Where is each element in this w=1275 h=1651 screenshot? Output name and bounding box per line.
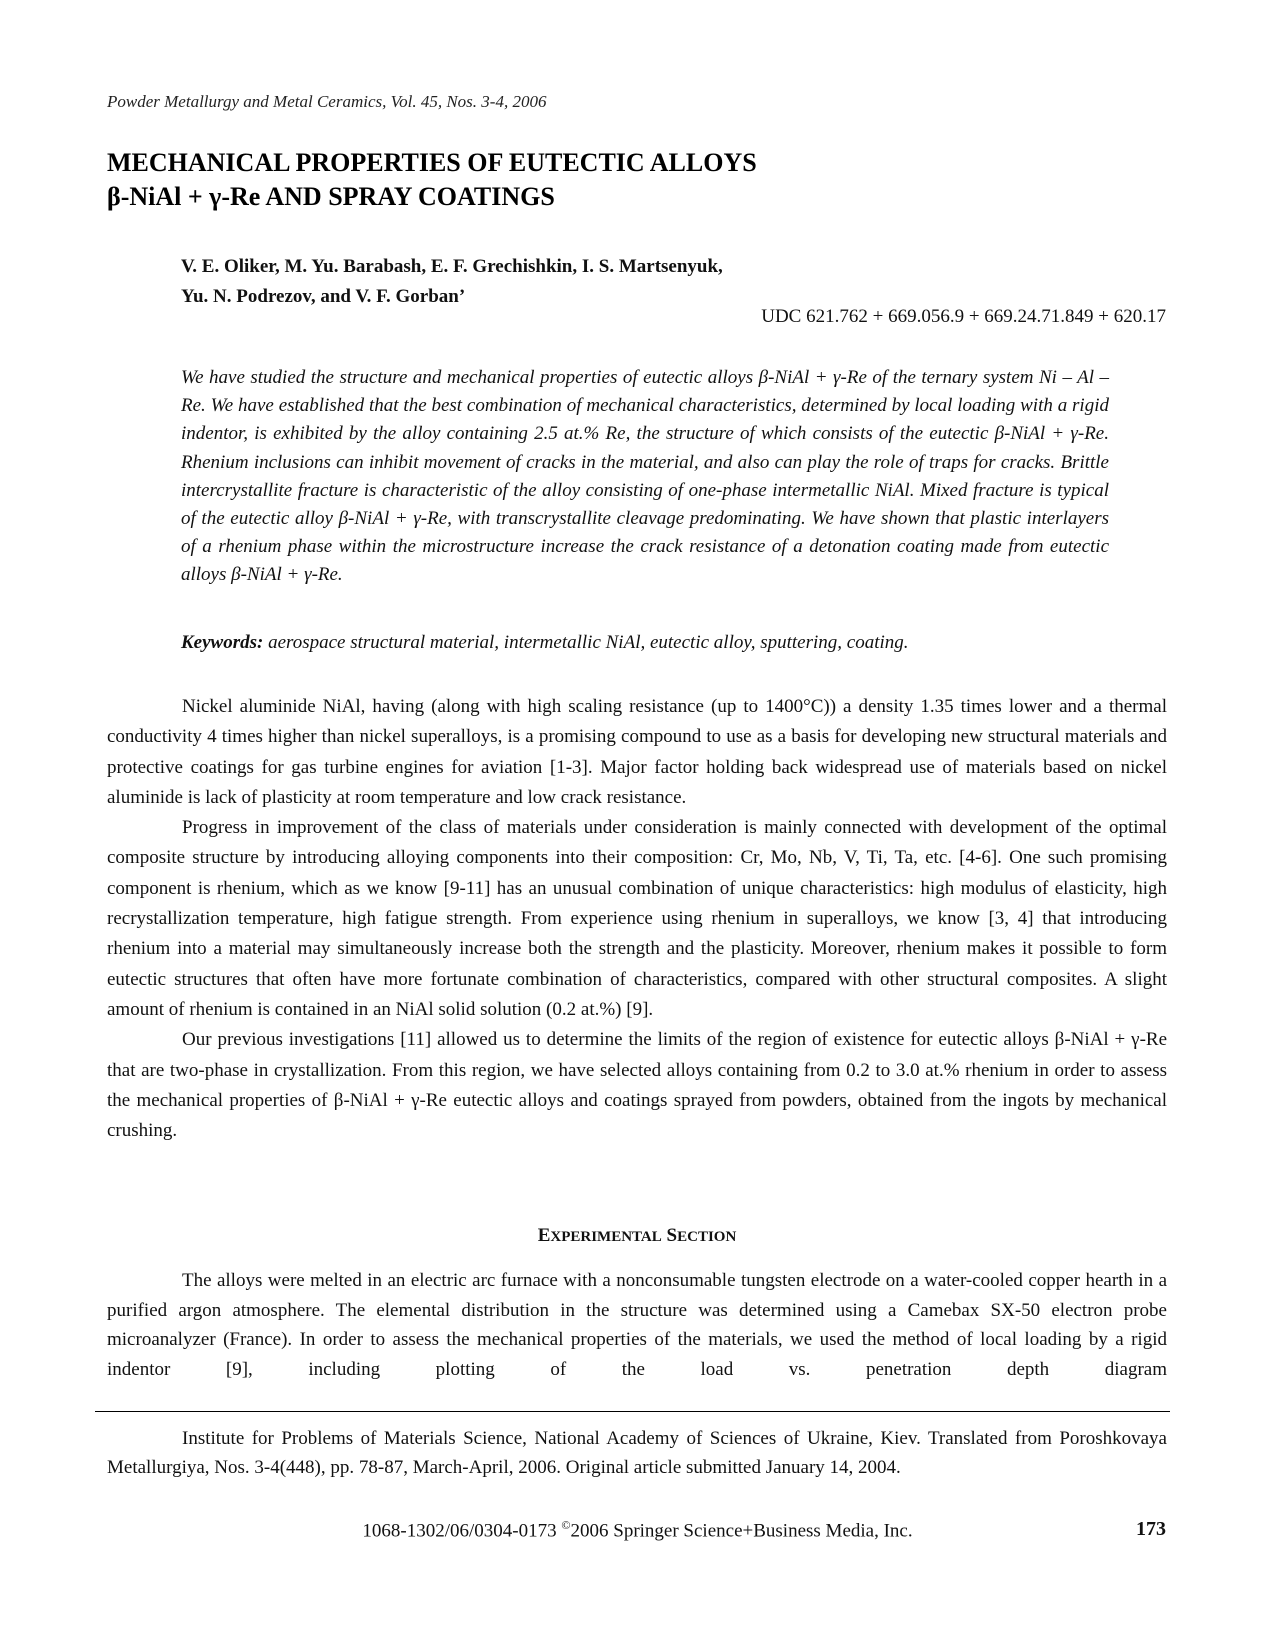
footer-copyright xyxy=(0,1518,1275,1542)
section-word2-initial: S xyxy=(666,1225,678,1246)
body-paragraph-1: Nickel aluminide NiAl, having (along with high scaling resistance (up to 1400°C)) a density 1.35 times lower and a thermal conductivity 4 times higher than nickel superalloys, is a promising compound to use as a basis for developing new structural materials and protective coatings for gas turbine engines for aviation [1-3]. Major factor holding back widespread use of materials based on nickel aluminide is lack of plasticity at room temperature and low crack resistance. xyxy=(107,696,1167,808)
keywords-label: Keywords: xyxy=(181,632,264,653)
title-line-2: β-NiAl + γ-Re AND SPRAY COATINGS xyxy=(107,182,555,211)
title-line-1: MECHANICAL PROPERTIES OF EUTECTIC ALLOYS xyxy=(107,148,757,177)
footer-code: 1068-1302/06/0304-0173 xyxy=(362,1520,557,1542)
experimental-paragraph: The alloys were melted in an electric arc furnace with a nonconsumable tungsten electrode on a water-cooled copper hearth in a purified argon atmosphere. The elemental distribution in the structure was determined using a Camebax SX-50 electron probe microanalyzer (France). In order to assess the mechanical properties of the materials, we used the method of local loading by a rigid indentor [9], including plotting of the load vs. penetration depth diagram xyxy=(107,1270,1167,1380)
footnote-text: Institute for Problems of Materials Science, National Academy of Sciences of Ukraine, Kiev. Translated from Poroshkovaya Metallurgiya, Nos. 3-4(448), pp. 78-87, March-April, 2006. Original article submitted January 14, 2004. xyxy=(107,1428,1167,1478)
journal-header: Powder Metallurgy and Metal Ceramics, Vol. 45, Nos. 3-4, 2006 xyxy=(107,92,547,111)
author-list xyxy=(181,252,1161,312)
footnote-divider xyxy=(95,1411,1170,1412)
introduction-body xyxy=(107,692,1167,1146)
body-paragraph-3: Our previous investigations [11] allowed us to determine the limits of the region of existence for eutectic alloys β-NiAl + γ-Re that are two-phase in crystallization. From this region, we have selected alloys containing from 0.2 to 3.0 at.% rhenium in order to assess the mechanical properties of β-NiAl + γ-Re eutectic alloys and coatings sprayed from powders, obtained from the ingots by mechanical crushing. xyxy=(107,1029,1167,1142)
section-word1-initial: E xyxy=(537,1225,551,1246)
authors-line-2: Yu. N. Podrezov, and V. F. Gorban’ xyxy=(181,286,466,307)
keywords xyxy=(181,629,1109,657)
page-number: 173 xyxy=(1136,1518,1166,1540)
copyright-symbol: © xyxy=(561,1518,571,1532)
footer-publisher: 2006 Springer Science+Business Media, Inc. xyxy=(570,1520,913,1542)
authors-line-1: V. E. Oliker, M. Yu. Barabash, E. F. Grechishkin, I. S. Martsenyuk, xyxy=(181,256,723,277)
experimental-body xyxy=(107,1266,1167,1384)
affiliation-footnote xyxy=(107,1424,1167,1482)
article-title xyxy=(107,146,1167,214)
udc-code: UDC 621.762 + 669.056.9 + 669.24.71.849 + 620.17 xyxy=(761,306,1166,327)
abstract: We have studied the structure and mechanical properties of eutectic alloys β-NiAl + γ-Re of the ternary system Ni – Al – Re. We have established that the best combination of mechanical characteristics, determined by local loading with a rigid indentor, is exhibited by the alloy containing 2.5 at.% Re, the structure of which consists of the eutectic β-NiAl + γ-Re. Rhenium inclusions can inhibit movement of cracks in the material, and also can play the role of traps for cracks. Brittle intercrystallite fracture is characteristic of the alloy consisting of one-phase intermetallic NiAl. Mixed fracture is typical of the eutectic alloy β-NiAl + γ-Re, with transcrystallite cleavage predominating. We have shown that plastic interlayers of a rhenium phase within the microstructure increase the crack resistance of a detonation coating made from eutectic alloys β-NiAl + γ-Re. xyxy=(181,367,1109,586)
section-word2-rest: ECTION xyxy=(677,1229,737,1245)
keywords-text: aerospace structural material, intermetallic NiAl, eutectic alloy, sputtering, coating. xyxy=(268,632,909,653)
section-heading-experimental xyxy=(107,1224,1167,1249)
section-word1-rest: XPERIMENTAL xyxy=(550,1229,662,1245)
body-paragraph-2: Progress in improvement of the class of materials under consideration is mainly connected with development of the optimal composite structure by introducing alloying components into their composition: Cr, Mo, Nb, V, Ti, Ta, etc. [4-6]. One such promising component is rhenium, which as we know [9-11] has an unusual combination of unique characteristics: high modulus of elasticity, high recrystallization temperature, high fatigue strength. From experience using rhenium in superalloys, we know [3, 4] that introducing rhenium into a material may simultaneously increase both the strength and the plasticity. Moreover, rhenium makes it possible to form eutectic structures that often have more fortunate combination of characteristics, compared with other structural composites. A slight amount of rhenium is contained in an NiAl solid solution (0.2 at.%) [9]. xyxy=(107,817,1167,1020)
